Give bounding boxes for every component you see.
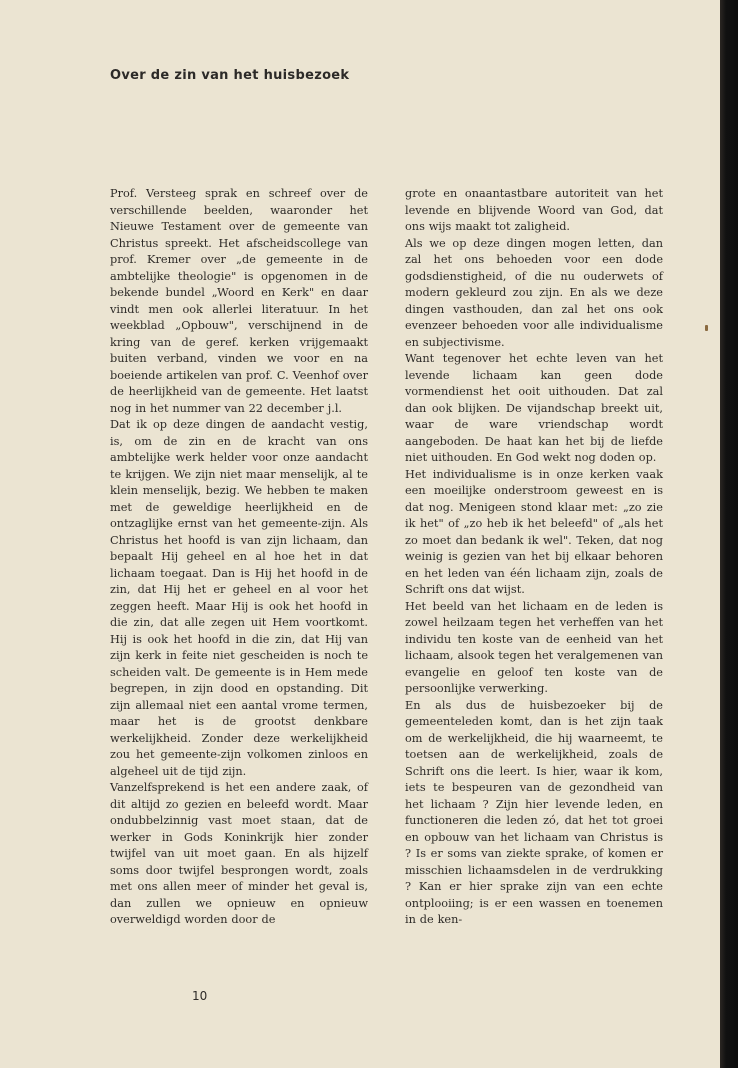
paragraph: Het individualisme is in onze kerken vaak een moeilijke onderstroom geweest en is dat nog. Menigeen stond klaar met: „zo zie ik het" of „zo heb ik het beleefd" of „als het zo moet dan bedank ik wel". Teken, dat nog weinig is gezien van het bij elkaar behoren en het leden van één lichaam zijn, zoals de Schrift ons dat wijst. [405, 467, 663, 596]
page-number: 10 [192, 989, 208, 1003]
left-text-column [110, 186, 368, 929]
paragraph: Prof. Versteeg sprak en schreef over de verschillende beelden, waaronder het Nieuwe Testament over de gemeente van Christus spreekt. Het afscheidscollege van prof. Kremer over „de gemeente in de ambtelijke theologie" is opgenomen in de bekende bundel „Woord en Kerk" en daar vindt men ook allerlei literatuur. In het weekblad „Opbouw", verschijnend in de kring van de geref. kerken vrijgemaakt buiten verband, vinden we voor en na boeiende artikelen van prof. C. Veenhof over de heerlijkheid van de gemeente. Het laatst nog in het nummer van 22 december j.l. [110, 187, 368, 415]
paragraph: Dat ik op deze dingen de aandacht vestig, is, om de zin en de kracht van ons ambtelijke werk helder voor onze aandacht te krijgen. We zijn niet maar menselijk, al te klein menselijk, bezig. We hebben te maken met de geweldige heerlijkheid en de ontzaglijke ernst van het gemeente-zijn. Als Christus het hoofd is van zijn lichaam, dan bepaalt Hij geheel en al hoe het in dat lichaam toegaat. Dan is Hij het hoofd in de zin, dat Hij het er geheel en al voor het zeggen heeft. Maar Hij is ook het hoofd in die zin, dat alle zegen uit Hem voortkomt. Hij is ook het hoofd in die zin, dat Hij van zijn kerk in feite niet gescheiden is noch te scheiden valt. De gemeente is in Hem mede begrepen, in zijn dood en opstanding. Dit zijn allemaal niet een aantal vrome termen, maar het is de grootst denkbare werkelijkheid. Zonder deze werkelijkheid zou het gemeente-zijn volkomen zinloos en algeheel uit de tijd zijn. [110, 418, 368, 778]
paragraph: grote en onaantastbare autoriteit van het levende en blijvende Woord van God, dat ons wijs maakt tot zaligheid. [405, 187, 663, 233]
running-header: Over de zin van het huisbezoek [110, 68, 350, 83]
page-edge-shadow [720, 0, 738, 1068]
paragraph: En als dus de huisbezoeker bij de gemeenteleden komt, dan is het zijn taak om de werkelijkheid, die hij waarneemt, te toetsen aan de werkelijkheid, zoals de Schrift ons die leert. Is hier, waar ik kom, iets te bespeuren van de gezondheid van het lichaam ? Zijn hier levende leden, en functioneren die leden zó, dat het tot groei en opbouw van het lichaam van Christus is ? Is er soms van ziekte sprake, of komen er misschien lichaamsdelen in de verdrukking ? Kan er hier sprake zijn van een echte ontplooiing; is er een wassen en toenemen in de ken- [405, 698, 663, 926]
paragraph: Want tegenover het echte leven van het levende lichaam kan geen dode vormendienst het ooit uithouden. Dat zal dan ook blijken. De vijandschap breekt uit, waar de ware vriendschap wordt aangeboden. De haat kan het bij de liefde niet uithouden. En God wekt nog doden op. [405, 352, 663, 464]
paragraph: Als we op deze dingen mogen letten, dan zal het ons behoeden voor een dode godsdienstigheid, of die nu ouderwets of modern gekleurd zou zijn. En als we deze dingen vasthouden, dan zal het ons ook evenzeer behoeden voor alle individualisme en subjectivisme. [405, 236, 663, 349]
paragraph: Vanzelfsprekend is het een andere zaak, of dit altijd zo gezien en beleefd wordt. Maar ondubbelzinnig vast moet staan, dat de werker in Gods Koninkrijk hier zonder twijfel van uit moet gaan. En als hijzelf soms door twijfel besprongen wordt, zoals met ons allen meer of minder het geval is, dan zullen we opnieuw en opnieuw overweldigd worden door de [110, 781, 368, 926]
right-text-column [405, 186, 663, 929]
margin-mark [705, 325, 708, 331]
paragraph: Het beeld van het lichaam en de leden is zowel heilzaam tegen het verheffen van het individu ten koste van de eenheid van het lichaam, alsook tegen het veralgemenen van evangelie en geloof ten koste van de persoonlijke verwerking. [405, 599, 663, 695]
